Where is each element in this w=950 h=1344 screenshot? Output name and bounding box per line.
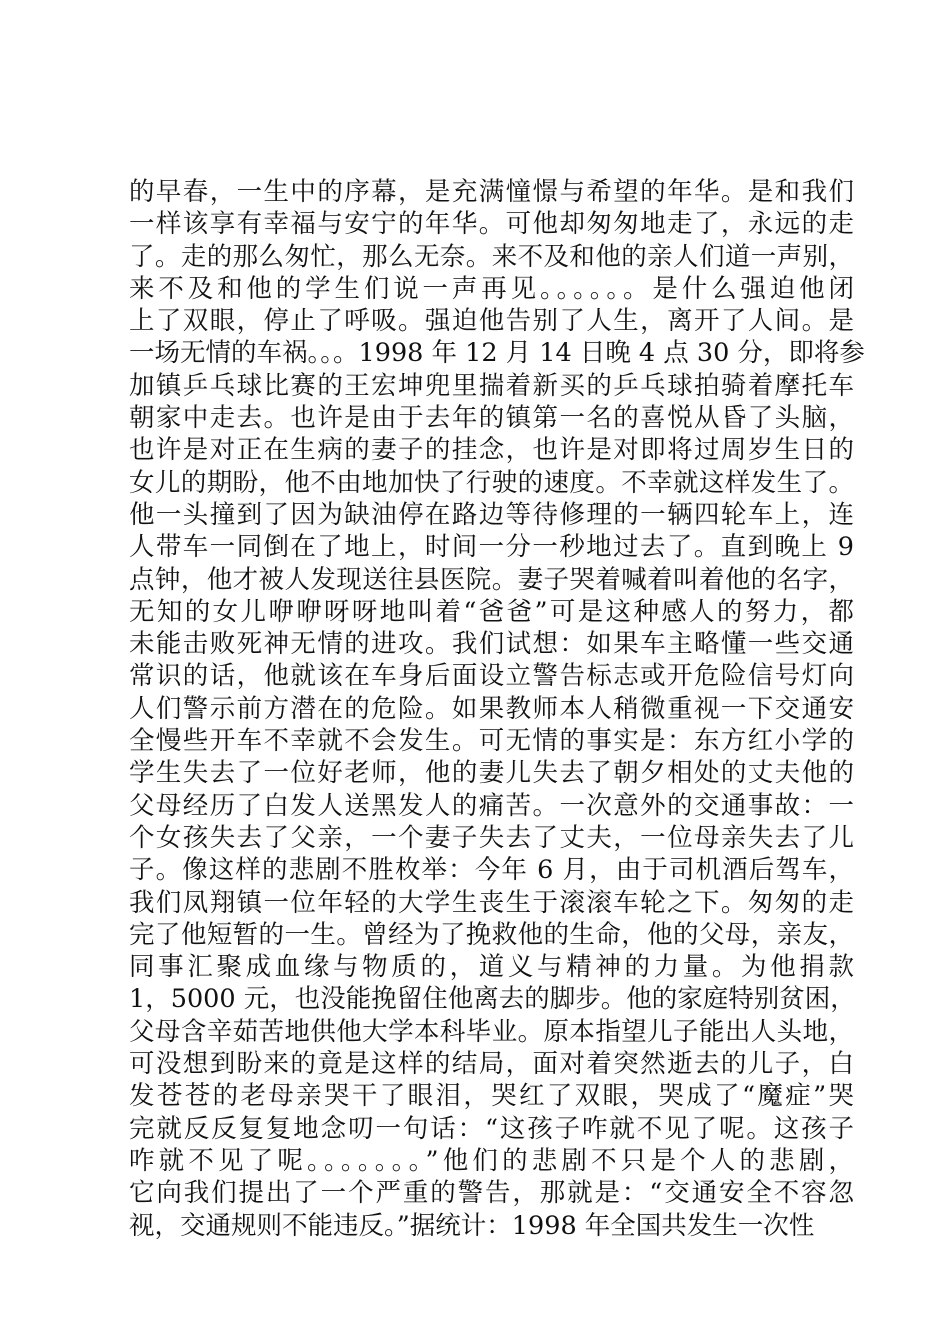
text-line: 学生失去了一位好老师，他的妻儿失去了朝夕相处的丈夫他的 xyxy=(129,758,854,789)
text-line: 一样该享有幸福与安宁的年华。可他却匆匆地走了，永远的走 xyxy=(129,209,854,240)
text-line: 上了双眼，停止了呼吸。强迫他告别了人生，离开了人间。是 xyxy=(129,306,854,337)
text-line: 的早春，一生中的序幕，是充满憧憬与希望的年华。是和我们 xyxy=(129,177,854,207)
text-line: 也许是对正在生病的妻子的挂念，也许是对即将过周岁生日的 xyxy=(129,435,854,466)
text-line: 咋就不见了呢。。。。。。。”他们的悲剧不只是个人的悲剧， xyxy=(129,1145,854,1176)
text-line: 人们警示前方潜在的危险。如果教师本人稍微重视一下交通安 xyxy=(129,693,854,724)
text-line: 朝家中走去。也许是由于去年的镇第一名的喜悦从昏了头脑， xyxy=(129,403,854,434)
text-line: 未能击败死神无情的进攻。我们试想：如果车主略懂一些交通 xyxy=(129,629,854,660)
text-line: 父母含辛茹苦地供他大学本科毕业。原本指望儿子能出人头地， xyxy=(129,1016,854,1047)
text-line: 来不及和他的学生们说一声再见。。。。。。是什么强迫他闭 xyxy=(129,273,854,304)
text-line: 他一头撞到了因为缺油停在路边等待修理的一辆四轮车上，连 xyxy=(129,499,854,530)
text-line: 常识的话，他就该在车身后面设立警告标志或开危险信号灯向 xyxy=(129,661,854,692)
text-line: 发苍苍的老母亲哭干了眼泪，哭红了双眼，哭成了“魔症”哭 xyxy=(129,1081,854,1112)
text-line: 我们凤翔镇一位年轻的大学生丧生于滚滚车轮之下。匆匆的走 xyxy=(129,887,854,918)
text-line: 了。走的那么匆忙，那么无奈。来不及和他的亲人们道一声别， xyxy=(129,241,854,272)
text-line: 它向我们提出了一个严重的警告，那就是：“交通安全不容忽 xyxy=(129,1178,854,1209)
text-line: 同事汇聚成血缘与物质的，道义与精神的力量。为他捐款 xyxy=(129,952,854,983)
text-line: 一场无情的车祸。。。1998 年 12 月 14 日晚 4 点 30 分，即将参 xyxy=(129,338,865,369)
text-line: 无知的女儿咿咿呀呀地叫着“爸爸”可是这种感人的努力，都 xyxy=(129,596,854,627)
text-line: 人带车一同倒在了地上，时间一分一秒地过去了。直到晚上 9 xyxy=(129,532,854,563)
text-line: 全慢些开车不幸就不会发生。可无情的事实是：东方红小学的 xyxy=(129,726,854,757)
text-line: 子。像这样的悲剧不胜枚举：今年 6 月，由于司机酒后驾车， xyxy=(129,855,854,886)
text-line: 个女孩失去了父亲，一个妻子失去了丈夫，一位母亲失去了儿 xyxy=(129,822,854,853)
text-line: 1，5000 元，也没能挽留住他离去的脚步。他的家庭特别贫困， xyxy=(129,984,856,1015)
text-line: 女儿的期盼，他不由地加快了行驶的速度。不幸就这样发生了。 xyxy=(129,467,854,498)
text-line: 加镇乒乓球比赛的王宏坤兜里揣着新买的乒乓球拍骑着摩托车 xyxy=(129,370,854,401)
text-line: 父母经历了白发人送黑发人的痛苦。一次意外的交通事故：一 xyxy=(129,790,854,821)
text-line: 视，交通规则不能违反。”据统计：1998 年全国共发生一次性 xyxy=(129,1210,815,1241)
text-line: 完了他短暂的一生。曾经为了挽救他的生命，他的父母，亲友， xyxy=(129,919,854,950)
text-line: 完就反反复复地念叨一句话：“这孩子咋就不见了呢。这孩子 xyxy=(129,1113,854,1144)
body-text xyxy=(129,176,865,1242)
text-line: 点钟，他才被人发现送往县医院。妻子哭着喊着叫着他的名字， xyxy=(129,564,854,595)
text-line: 可没想到盼来的竟是这样的结局，面对着突然逝去的儿子，白 xyxy=(129,1049,854,1080)
